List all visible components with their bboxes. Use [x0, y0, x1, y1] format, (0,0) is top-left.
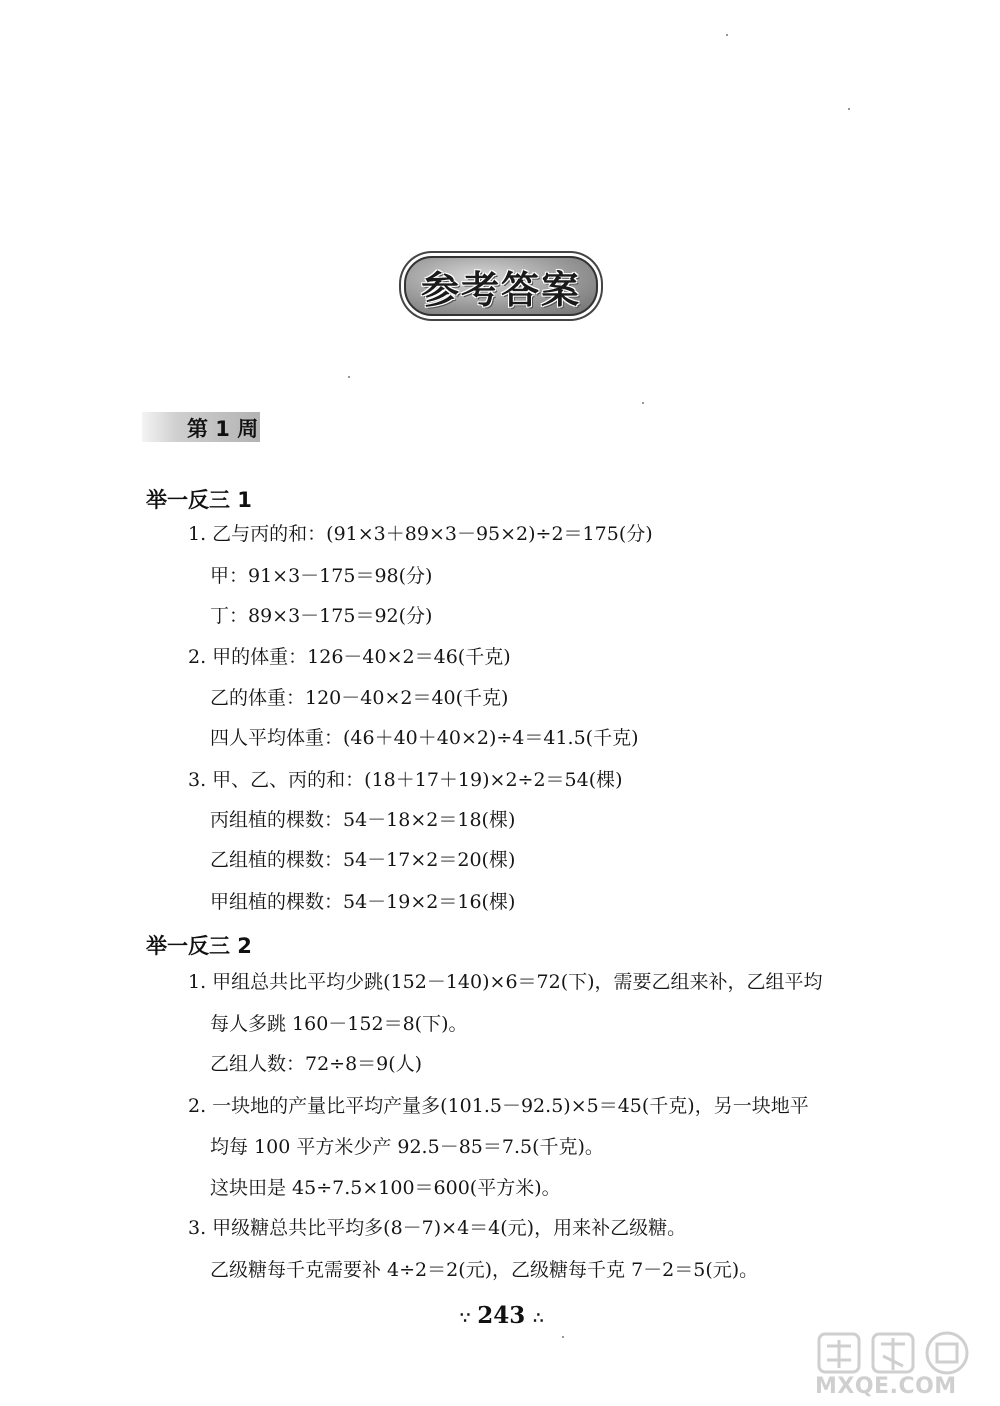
watermark-site: MXQE.COM — [815, 1374, 957, 1399]
week-label: 第 1 周 — [187, 417, 259, 441]
watermark — [815, 1328, 995, 1400]
scan-speck — [348, 376, 350, 378]
watermark-logo — [815, 1328, 995, 1376]
page-number — [460, 1302, 542, 1329]
answer-line: 每人多跳 160－152＝8(下)。 — [210, 1013, 468, 1035]
section-title-2: 举一反三 2 — [146, 934, 252, 958]
answer-line: 3. 甲、乙、丙的和：(18＋17＋19)×2÷2＝54(棵) — [188, 769, 623, 791]
page-number-value: 243 — [477, 1302, 526, 1329]
scan-speck — [726, 34, 728, 36]
week-header — [142, 412, 260, 442]
answer-line: 2. 一块地的产量比平均产量多(101.5－92.5)×5＝45(千克)，另一块地平 — [188, 1095, 809, 1117]
answer-line: 乙组植的棵数：54－17×2＝20(棵) — [210, 849, 516, 871]
page-number-left-dots: ∵ — [460, 1308, 470, 1327]
answer-line: 2. 甲的体重：126－40×2＝46(千克) — [188, 646, 511, 668]
answer-line: 乙的体重：120－40×2＝40(千克) — [210, 687, 509, 709]
answer-line: 丙组植的棵数：54－18×2＝18(棵) — [210, 809, 516, 831]
scan-speck — [562, 1336, 564, 1338]
answer-line: 丁：89×3－175＝92(分) — [210, 605, 433, 627]
answer-line: 甲组植的棵数：54－19×2＝16(棵) — [210, 891, 516, 913]
answer-line: 这块田是 45÷7.5×100＝600(平方米)。 — [210, 1177, 561, 1199]
answer-line: 乙级糖每千克需要补 4÷2＝2(元)，乙级糖每千克 7－2＝5(元)。 — [210, 1259, 759, 1281]
page-number-right-dots: ∴ — [533, 1308, 543, 1327]
answer-line: 乙组人数：72÷8＝9(人) — [210, 1053, 423, 1075]
answer-line: 四人平均体重：(46＋40＋40×2)÷4＝41.5(千克) — [210, 727, 639, 749]
answer-line: 1. 乙与丙的和：(91×3＋89×3－95×2)÷2＝175(分) — [188, 523, 653, 545]
answer-line: 3. 甲级糖总共比平均多(8－7)×4＝4(元)，用来补乙级糖。 — [188, 1217, 687, 1239]
scan-speck — [848, 108, 850, 110]
page-title: 参考答案 — [420, 266, 581, 312]
scan-speck — [642, 402, 644, 404]
answer-line: 甲：91×3－175＝98(分) — [210, 565, 433, 587]
page-title-badge — [404, 256, 598, 316]
section-title-1: 举一反三 1 — [146, 488, 252, 512]
answer-line: 均每 100 平方米少产 92.5－85＝7.5(千克)。 — [210, 1136, 604, 1158]
answer-line: 1. 甲组总共比平均少跳(152－140)×6＝72(下)，需要乙组来补，乙组平均 — [188, 971, 823, 993]
